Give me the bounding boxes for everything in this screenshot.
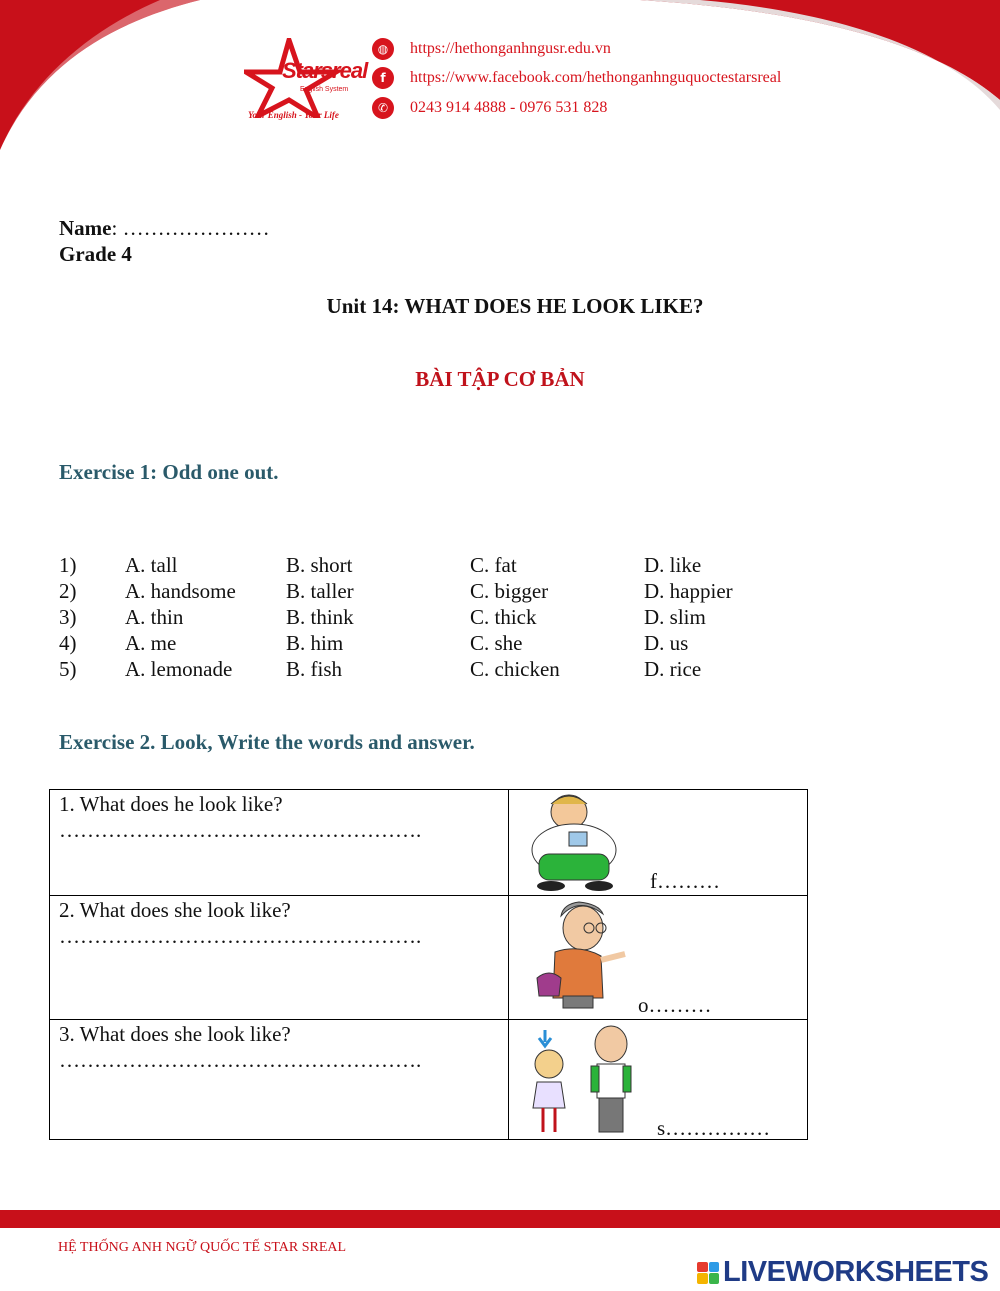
name-label: Name [59,216,112,240]
question-cell [50,790,509,895]
option-c[interactable]: C. thick [470,605,537,629]
unit-title: Unit 14: WHAT DOES HE LOOK LIKE? [326,294,704,318]
logo-subtitle: English System [300,86,349,93]
contact-website[interactable] [372,36,611,62]
name-blank[interactable]: : ………………… [111,216,270,240]
contact-phone-text: 0243 914 4888 - 0976 531 828 [410,99,608,116]
question-text: 1. What does he look like? [59,792,283,816]
option-a[interactable]: A. lemonade [125,657,233,681]
question-number: 2) [59,579,77,603]
footer-bar [0,1210,1000,1228]
table-row [50,896,807,1020]
table-row [50,1020,807,1139]
option-c[interactable]: C. fat [470,553,517,577]
exercise1-title: Exercise 1: Odd one out. [59,460,279,484]
option-d[interactable]: D. rice [644,657,702,681]
question-cell [50,896,509,1019]
option-c[interactable]: C. chicken [470,657,560,681]
answer-blank[interactable]: ……………………………………………. [59,1048,422,1072]
old-woman-illustration [519,898,639,1016]
question-cell [50,1020,509,1139]
name-line [59,216,270,241]
footer-text: HỆ THỐNG ANH NGỮ QUỐC TẾ STAR SREAL [58,1240,347,1255]
grade-label: Grade 4 [59,242,132,266]
liveworksheets-logo[interactable] [697,1256,988,1289]
logo-brand: Starsreal [282,58,368,83]
exercise2-title: Exercise 2. Look, Write the words and answer. [59,730,475,754]
answer-blank[interactable]: ……………………………………………. [59,818,422,842]
picture-cell [509,1020,807,1139]
fat-man-illustration [519,792,639,892]
contact-facebook[interactable] [372,65,781,91]
facebook-icon: f [372,67,394,89]
hint-word[interactable]: s…………… [657,1116,771,1140]
hint-word[interactable]: o……… [638,993,712,1017]
question-number: 1) [59,553,77,577]
option-a[interactable]: A. me [125,631,177,655]
option-b[interactable]: B. think [286,605,354,629]
question-number: 4) [59,631,77,655]
option-b[interactable]: B. fish [286,657,343,681]
option-b[interactable]: B. short [286,553,353,577]
option-a[interactable]: A. handsome [125,579,236,603]
contact-phone[interactable] [372,95,607,121]
globe-icon: ◍ [372,38,394,60]
option-d[interactable]: D. slim [644,605,706,629]
question-text: 3. What does she look like? [59,1022,291,1046]
option-d[interactable]: D. us [644,631,689,655]
option-d[interactable]: D. like [644,553,702,577]
question-number: 5) [59,657,77,681]
logo-tagline: Your English - Your Life [248,110,339,120]
option-d[interactable]: D. happier [644,579,733,603]
option-b[interactable]: B. taller [286,579,354,603]
liveworksheets-text: LIVEWORKSHEETS [723,1256,989,1288]
sub-title: BÀI TẬP CƠ BẢN [415,367,585,391]
hint-word[interactable]: f……… [650,869,720,893]
question-number: 3) [59,605,77,629]
contact-website-text: https://hethonganhngusr.edu.vn [410,40,611,57]
option-b[interactable]: B. him [286,631,344,655]
picture-cell [509,896,807,1019]
exercise2-table [49,789,808,1140]
phone-icon: ✆ [372,97,394,119]
option-a[interactable]: A. thin [125,605,184,629]
picture-cell [509,790,807,895]
contact-facebook-text: https://www.facebook.com/hethonganhnguquoctestarsreal [410,69,782,86]
answer-blank[interactable]: ……………………………………………. [59,924,422,948]
question-text: 2. What does she look like? [59,898,291,922]
option-c[interactable]: C. she [470,631,523,655]
table-row [50,790,807,896]
liveworksheets-grid-icon [697,1262,719,1284]
option-a[interactable]: A. tall [125,553,178,577]
option-c[interactable]: C. bigger [470,579,549,603]
girl-and-boy-illustration [519,1022,649,1136]
